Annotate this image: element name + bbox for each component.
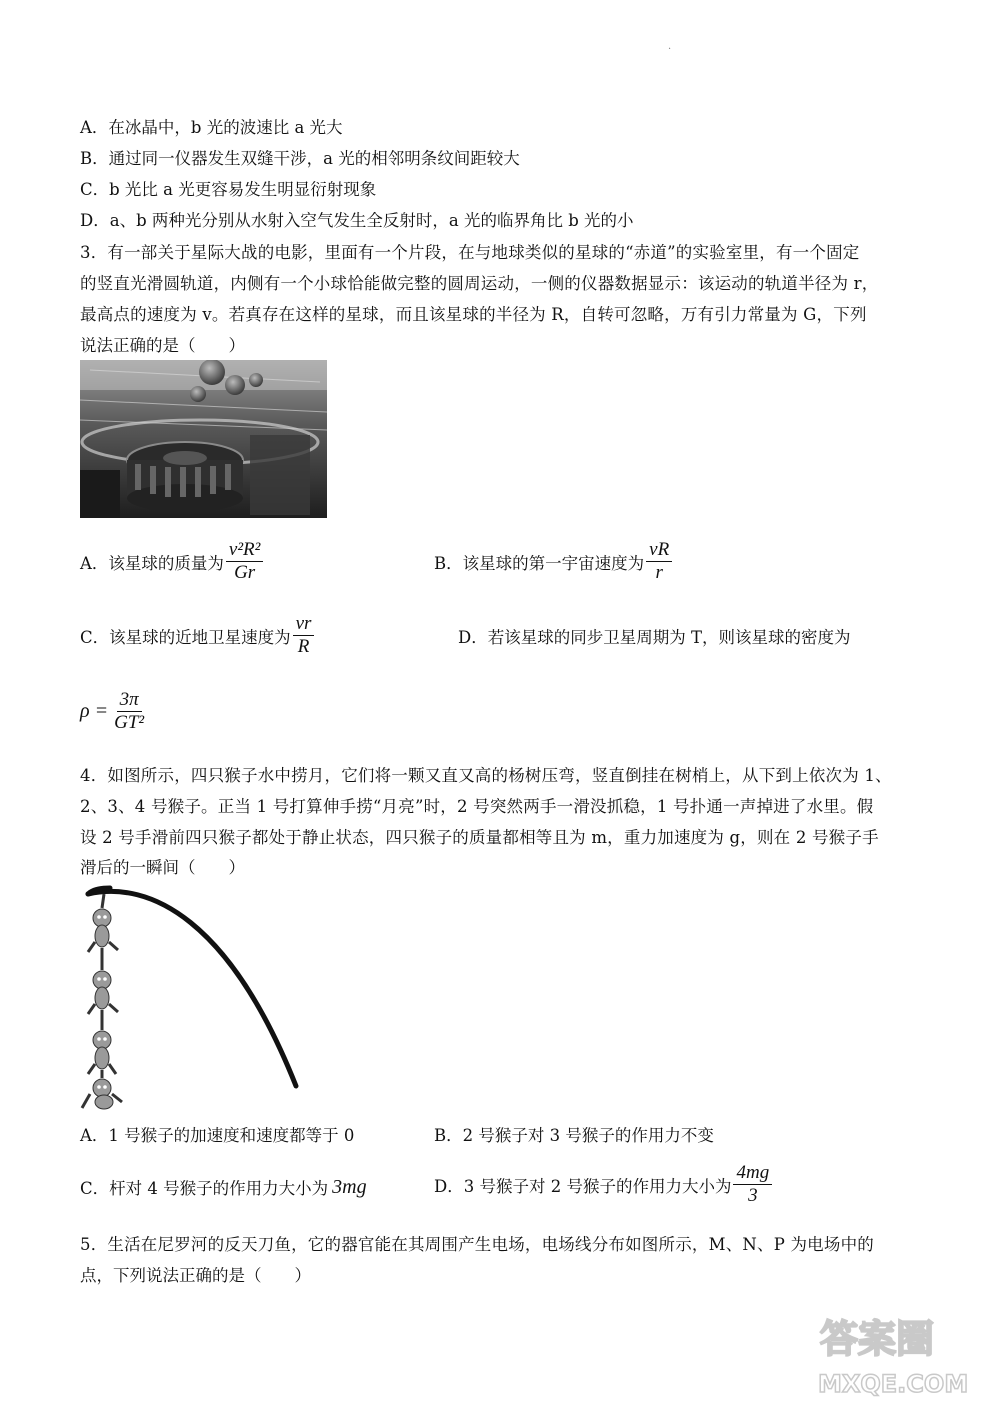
q3-option-c-fraction [293, 614, 315, 657]
header-mark: · [668, 44, 672, 55]
q3-option-b-text: B．该星球的第一宇宙速度为 [434, 553, 645, 573]
q4-option-d [434, 1163, 772, 1206]
q3-option-d-text: D．若该星球的同步卫星周期为 T，则该星球的密度为 [458, 628, 851, 647]
q5-stem-line-2: 点，下列说法正确的是（ ） [80, 1266, 311, 1285]
q3-option-a-fraction [226, 540, 263, 583]
monkey-2 [88, 1010, 116, 1074]
monkey-chain [82, 894, 122, 1109]
monkey-3 [88, 948, 118, 1014]
space-station-image [80, 360, 327, 518]
q4-option-c-text: C．杆对 4 号猴子的作用力大小为 [80, 1179, 329, 1198]
watermark-logo [800, 1310, 980, 1400]
q4-option-a-text: A．1 号猴子的加速度和速度都等于 0 [80, 1126, 355, 1145]
q2-option-b: B．通过同一仪器发生双缝干涉，a 光的相邻明条纹间距较大 [80, 149, 520, 168]
q3-option-c [80, 614, 314, 657]
q3-option-c-text: C．该星球的近地卫星速度为 [80, 627, 291, 647]
q3-stem-line-4: 说法正确的是（ ） [80, 336, 245, 355]
q3-option-a-text: A．该星球的质量为 [80, 553, 224, 573]
q4-stem-line-2: 2、3、4 号猴子。正当 1 号打算伸手捞“月亮”时，2 号突然两手一滑没抓稳，1 号扑通一声掉进了水里。假 [80, 797, 874, 816]
bent-tree-monkeys-diagram [80, 880, 310, 1110]
q4-option-d-fraction [733, 1163, 772, 1206]
q3-option-b [434, 540, 672, 583]
q3-option-d-formula [80, 690, 144, 733]
monkey-4 [88, 894, 118, 952]
q4-stem-line-4: 滑后的一瞬间（ ） [80, 858, 245, 877]
q4-c-expression: 3mg [332, 1175, 367, 1198]
q3-a-denominator: Gr [234, 562, 256, 583]
q3-b-numerator: vR [646, 540, 672, 562]
q5-stem-line-1: 5．生活在尼罗河的反天刀鱼，它的器官能在其周围产生电场，电场线分布如图所示，M、N、P 为电场中的 [80, 1235, 874, 1254]
q3-c-denominator: R [297, 636, 310, 657]
q3-stem-line-2: 的竖直光滑圆轨道，内侧有一个小球恰能做完整的圆周运动，一侧的仪器数据显示：该运动的轨道半径为 r， [80, 274, 879, 293]
q2-option-d: D．a、b 两种光分别从水射入空气发生全反射时，a 光的临界角比 b 光的小 [80, 211, 634, 230]
q2-option-c: C．b 光比 a 光更容易发生明显衍射现象 [80, 180, 377, 199]
q3-a-numerator: v²R² [226, 540, 263, 562]
q3-d-denominator: GT² [114, 712, 145, 733]
q4-monkey-figure [80, 880, 310, 1110]
q4-option-d-text: D．3 号猴子对 2 号猴子的作用力大小为 [434, 1176, 732, 1196]
q3-stem-line-1: 3．有一部关于星际大战的电影，里面有一个片段，在与地球类似的星球的“赤道”的实验室里，有一个固定 [80, 243, 860, 262]
site-watermark [800, 1310, 980, 1400]
q4-option-a [80, 1122, 354, 1146]
bent-tree-branch [88, 891, 296, 1086]
q4-d-denominator: 3 [748, 1185, 758, 1206]
q4-d-numerator: 4mg [733, 1163, 772, 1185]
q4-option-b-text: B．2 号猴子对 3 号猴子的作用力不变 [434, 1126, 714, 1145]
q3-option-d-fraction [114, 690, 144, 733]
watermark-bottom-text: MXQE.COM [818, 1370, 969, 1398]
q3-option-d [458, 624, 850, 648]
q3-d-lhs: ρ = [80, 700, 109, 722]
q3-stem-line-3: 最高点的速度为 v。若真存在这样的星球，而且该星球的半径为 R，自转可忽略，万有引力常量为 G，下列 [80, 305, 867, 324]
q2-option-a: A．在冰晶中，b 光的波速比 a 光大 [80, 118, 343, 137]
q4-stem-line-3: 设 2 号手滑前四只猴子都处于静止状态，四只猴子的质量都相等且为 m，重力加速度为 g，则在 2 号猴子手 [80, 828, 879, 847]
q3-d-numerator: 3π [117, 690, 142, 712]
q4-option-b [434, 1122, 714, 1146]
watermark-top-text: 答案圈 [820, 1317, 935, 1361]
q3-option-a [80, 540, 263, 583]
q3-option-b-fraction [646, 540, 672, 583]
q3-photo [80, 360, 327, 518]
q4-stem-line-1: 4．如图所示，四只猴子水中捞月，它们将一颗又直又高的杨树压弯，竖直倒挂在树梢上，从下到上依次为 1、 [80, 766, 892, 785]
monkey-1 [82, 1070, 122, 1109]
q4-option-c [80, 1175, 367, 1199]
q3-b-denominator: r [655, 562, 663, 583]
q3-c-numerator: vr [293, 614, 315, 636]
